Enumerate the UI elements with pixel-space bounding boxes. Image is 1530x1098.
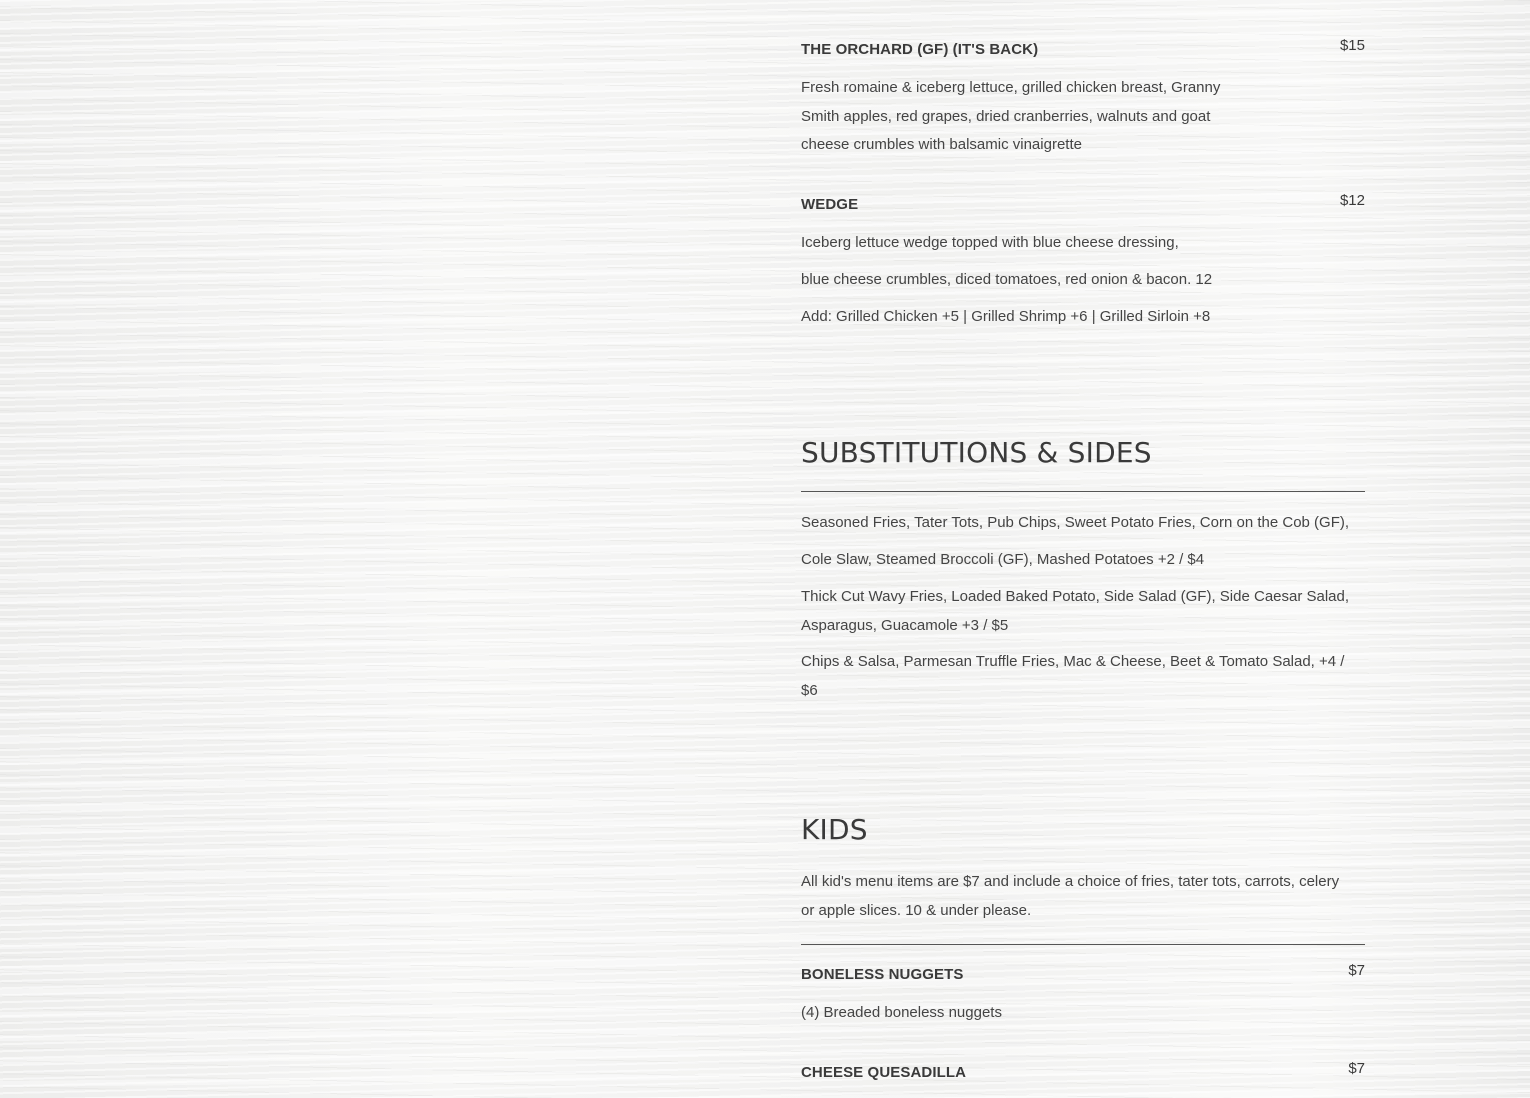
section-divider [801,944,1365,945]
item-price: $12 [1339,192,1365,209]
kids-intro-line: All kid's menu items are $7 and include a choice of fries, tater tots, carrots, celery [801,873,1340,890]
item-name: CHEESE QUESADILLA [801,1064,967,1081]
sides-line: Chips & Salsa, Parmesan Truffle Fries, Mac & Cheese, Beet & Tomato Salad, +4 / [801,653,1345,670]
sides-line: Thick Cut Wavy Fries, Loaded Baked Potato, Side Salad (GF), Side Caesar Salad, [801,588,1350,605]
item-name: BONELESS NUGGETS [801,966,964,983]
item-description-line: Smith apples, red grapes, dried cranberries, walnuts and goat [801,108,1211,125]
item-description-line: Fresh romaine & iceberg lettuce, grilled chicken breast, Granny [801,79,1221,96]
item-name: THE ORCHARD (GF) (IT'S BACK) [801,41,1039,58]
item-description-line: blue cheese crumbles, diced tomatoes, red onion & bacon. 12 [801,271,1213,288]
item-description-line: Iceberg lettuce wedge topped with blue cheese dressing, [801,234,1179,251]
section-title-sides: SUBSTITUTIONS & SIDES [801,436,1152,469]
section-title-kids: KIDS [801,813,868,846]
sides-line: Seasoned Fries, Tater Tots, Pub Chips, Sweet Potato Fries, Corn on the Cob (GF), [801,514,1350,531]
item-description-line: (4) Breaded boneless nuggets [801,1004,1002,1021]
section-divider [801,491,1365,492]
item-price: $15 [1339,37,1365,54]
sides-line: Asparagus, Guacamole +3 / $5 [801,617,1009,634]
kids-intro-line: or apple slices. 10 & under please. [801,902,1032,919]
item-name: WEDGE [801,196,859,213]
item-add-ons: Add: Grilled Chicken +5 | Grilled Shrimp +6 | Grilled Sirloin +8 [801,308,1211,325]
sides-line: Cole Slaw, Steamed Broccoli (GF), Mashed Potatoes +2 / $4 [801,551,1205,568]
item-price: $7 [1348,1060,1365,1077]
item-price: $7 [1348,962,1365,979]
sides-line: $6 [801,682,818,699]
item-description-line: cheese crumbles with balsamic vinaigrette [801,136,1082,153]
